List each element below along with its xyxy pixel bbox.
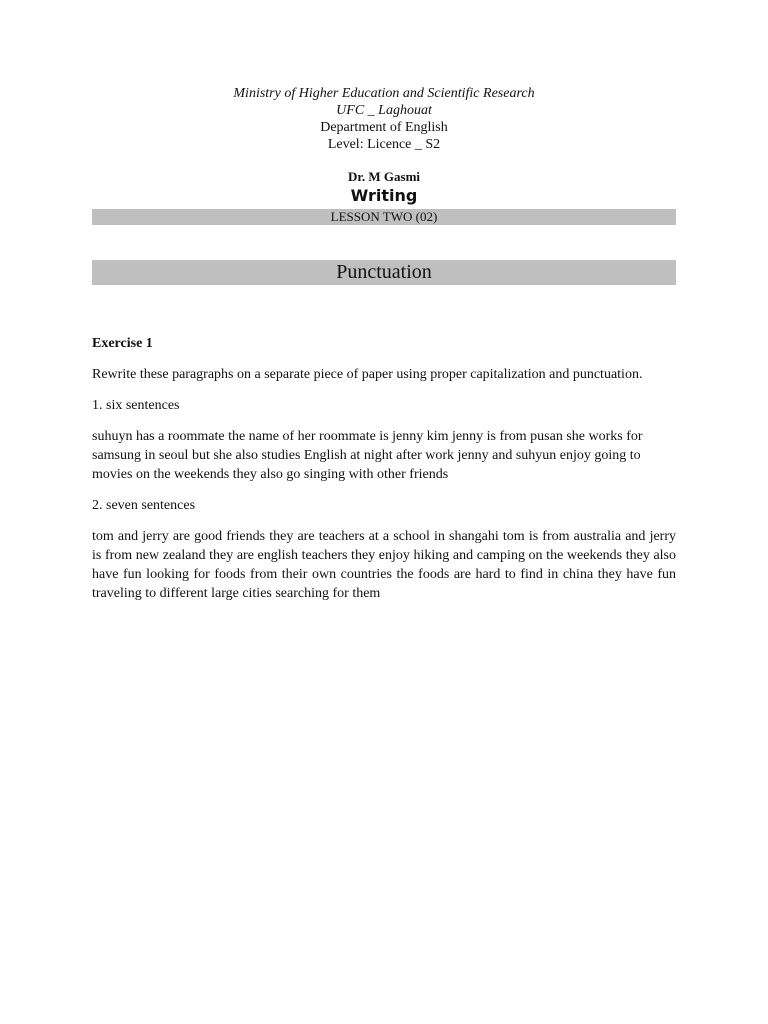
document-header (0, 85, 768, 153)
item-2-label: 2. seven sentences (92, 498, 196, 513)
lesson-banner: LESSON TWO (02) (92, 209, 676, 225)
author-name: Dr. M Gasmi (347, 169, 421, 184)
item-1-label: 1. six sentences (92, 398, 180, 413)
ministry-line: Ministry of Higher Education and Scientific Research (233, 86, 535, 101)
department-line: Department of English (320, 120, 448, 135)
course-title: Writing (350, 186, 418, 205)
topic-banner: Punctuation (92, 260, 676, 285)
university-line: UFC _ Laghouat (336, 103, 432, 118)
item-2-text: tom and jerry are good friends they are teachers at a school in shangahi tom is from australia and jerry is from new zealand they are english teachers they enjoy hiking and camping on the weekends they also have fun looking for foods from their own countries the foods are hard to find in china they have fun traveling to different large cities searching for them (92, 529, 676, 601)
exercise-section (92, 334, 676, 615)
level-line: Level: Licence _ S2 (327, 137, 441, 152)
exercise-instruction: Rewrite these paragraphs on a separate piece of paper using proper capitalization and punctuation. (92, 367, 643, 382)
exercise-title: Exercise 1 (92, 336, 153, 351)
item-1-text: suhuyn has a roommate the name of her roommate is jenny kim jenny is from pusan she works for samsung in seoul but she also studies English at night after work jenny and suhyun enjoy going to movies on the weekends they also go singing with other friends (92, 429, 643, 482)
